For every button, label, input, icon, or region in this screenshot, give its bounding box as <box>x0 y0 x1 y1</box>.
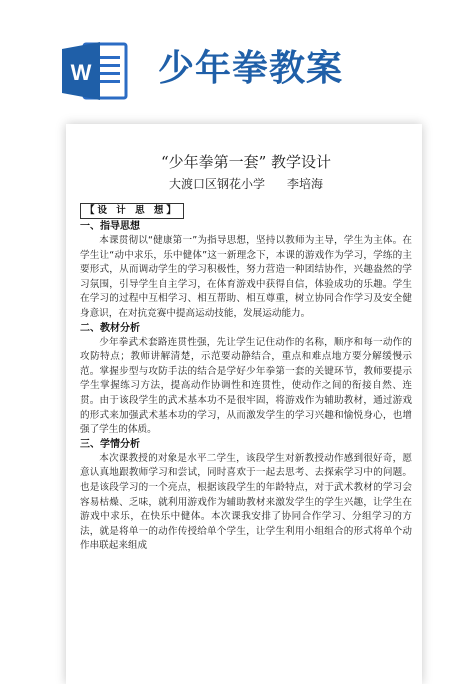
design-thought-heading: 【设 计 思 想】 <box>80 203 184 219</box>
document-page <box>66 124 422 684</box>
preview-header <box>0 0 474 118</box>
document-body <box>80 152 412 554</box>
word-document-icon <box>62 40 128 102</box>
section-paragraph: 本次课教授的对象是水平二学生，该段学生对新教授动作感到很好奇，愿意认真地跟教师学习和尝试，同时喜欢于一起去思考、去探索学习中的问题。也是该段学习的一个亮点，根据该段学生的年龄特点，对于武术教材的学习会容易枯燥、乏味，就利用游戏作为辅助教材来激发学生的学生兴趣，让学生在游戏中求乐，在快乐中健体。本次课我安排了协同合作学习、分组学习的方法，就是将单一的动作传授给单个学生，让学生利用小组组合的形式将单个动作串联起来组成 <box>80 452 412 552</box>
author-line <box>80 176 412 192</box>
school-name: 大渡口区钢花小学 <box>168 177 265 191</box>
word-icon-letter: W <box>70 60 92 85</box>
section-paragraph: 本课贯彻以“健康第一”为指导思想，坚持以教师为主导，学生为主体。在学生让“动中求乐，乐中健体”这一新理念下，本课的游戏作为学习，学练的主要形式，从而调动学生的学习积极性，努力营造一种团结协作，兴趣盎然的学习氛围，引导学生自主学习，在体育游戏中获得自信，体验成功的乐趣。学生在学习的过程中互相学习、相互帮助、相互尊重，树立协同合作学习及安全健身意识，在对抗竞赛中提高运动技能，发展运动能力。 <box>80 235 412 319</box>
document-title: “少年拳第一套” 教学设计 <box>160 153 332 171</box>
section-heading: 二、教材分析 <box>80 322 140 334</box>
section-heading: 一、指导思想 <box>80 221 140 232</box>
section-heading: 三、学情分析 <box>80 438 140 450</box>
section-paragraph: 少年拳武术套路连贯性强，先让学生记住动作的名称，顺序和每一动作的攻防特点；教师讲解清楚，示范要动静结合，重点和难点地方要分解缓慢示范。掌握步型与攻防手法的结合是学好少年拳第一套的关键环节，教师要提示学生掌握练习方法，提高动作协调性和连贯性，使动作之间的衔接自然、连贯。由于该段学生的武术基本功不是很牢固，将游戏作为辅助教材，通过游戏的形式来加强武术基本功的学习，从而激发学生的学习兴趣和愉悦身心，也增强了学生的体质。 <box>80 336 412 436</box>
page-title: 少年拳教案 <box>158 48 344 89</box>
author-name: 李培海 <box>287 177 324 191</box>
